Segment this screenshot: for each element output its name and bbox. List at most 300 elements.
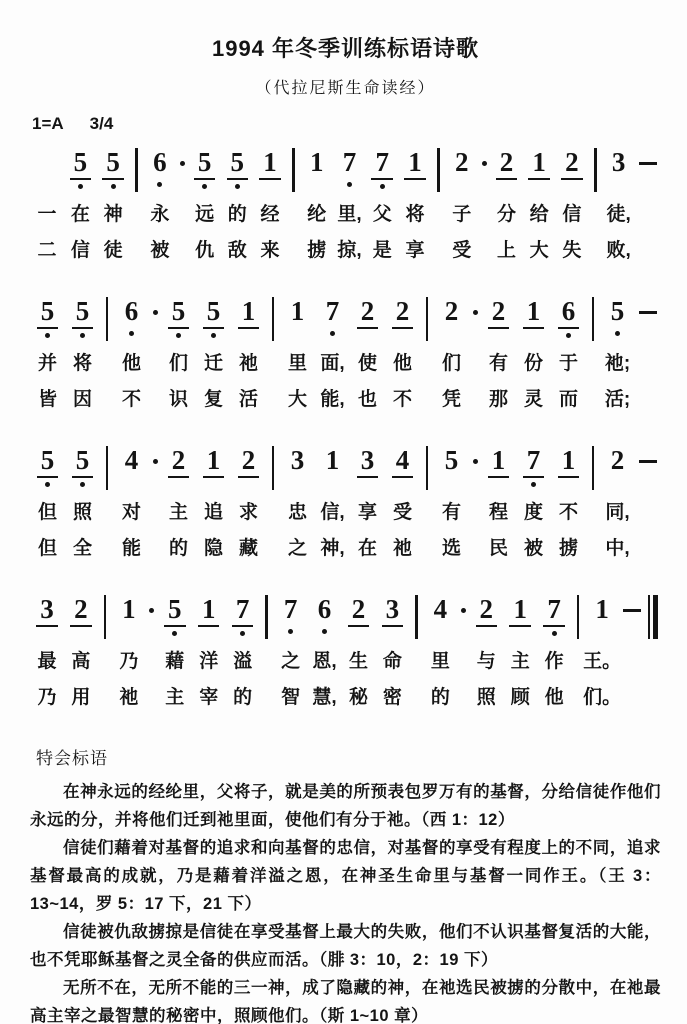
lyric-line2: 灵 <box>523 389 543 410</box>
barline <box>286 148 300 222</box>
note-digit: 6 <box>153 147 167 177</box>
note-digit: 1 <box>509 595 531 627</box>
lyric-line2: 活; <box>604 389 631 410</box>
notation-cell <box>37 446 59 496</box>
lyric-line2: 全 <box>72 538 92 559</box>
lyric-line2: 中, <box>605 538 630 559</box>
note <box>231 297 266 409</box>
dot <box>149 608 154 613</box>
lyric-line1: 与 <box>476 651 496 672</box>
note <box>385 446 420 558</box>
note-digit: 2 <box>496 148 518 180</box>
low-octave-dot <box>380 184 385 189</box>
barline <box>266 297 280 371</box>
low-octave-dot <box>80 482 85 487</box>
note <box>231 446 266 558</box>
lyric-line1: 们 <box>168 353 188 374</box>
note-digit: 2 <box>392 297 414 329</box>
note-digit: 2 <box>348 595 370 627</box>
note-digit: 2 <box>357 297 379 329</box>
score-system-3 <box>30 446 661 558</box>
note <box>65 446 100 558</box>
lyric-line1: 他 <box>121 353 141 374</box>
augmentation-dot <box>146 595 158 669</box>
slogan-paragraph-4: 无所不在，无所不能的三一神，成了隐藏的神，在祂选民被掳的分散中，在祂最高主宰之最智慧的秘密中，照顾他们。（斯 1~10 章） <box>30 979 661 1024</box>
lyric-line1: 并 <box>37 353 57 374</box>
notation-cell <box>36 595 58 645</box>
lyric-line2: 能 <box>121 538 141 559</box>
notation-cell <box>607 446 629 496</box>
notation-cell <box>322 297 344 347</box>
duration-dash <box>635 297 661 371</box>
duration-dash <box>635 446 661 520</box>
notation-cell <box>558 297 580 347</box>
lyric-line2: 掳 <box>307 240 327 261</box>
note <box>490 148 523 260</box>
lyric-line2: 皆 <box>37 389 57 410</box>
note <box>300 148 333 260</box>
note <box>188 148 221 260</box>
notation-cell <box>608 148 630 198</box>
lyric-line2: 掠, <box>337 240 362 261</box>
lyric-line2: 凭 <box>441 389 461 410</box>
lyric-line2: 智 <box>281 687 301 708</box>
lyric-line2: 不 <box>121 389 141 410</box>
notation-cell <box>287 297 309 347</box>
note-digit: 2 <box>488 297 510 329</box>
note <box>315 446 350 558</box>
low-octave-dot <box>531 482 536 487</box>
low-octave-dot <box>211 333 216 338</box>
barline <box>409 595 423 669</box>
slogans-heading: 特会标语 <box>36 749 108 768</box>
notation-cell <box>437 148 440 198</box>
lyric-line2: 慧, <box>312 687 337 708</box>
bar-line <box>106 446 109 490</box>
note <box>161 446 196 558</box>
barline <box>260 595 274 669</box>
bar-line <box>292 148 295 192</box>
notation-cell <box>577 595 580 645</box>
notation-cell <box>404 148 426 198</box>
note <box>274 595 308 707</box>
note-digit: 5 <box>194 148 216 180</box>
note-digit: 5 <box>102 148 124 180</box>
note-digit: 2 <box>70 595 92 627</box>
notation-cell <box>523 446 545 496</box>
notation-cell <box>528 148 550 198</box>
notation-cell <box>149 148 171 198</box>
dot <box>153 310 158 315</box>
low-octave-dot <box>330 331 335 336</box>
note-digit: 5 <box>37 446 59 478</box>
note <box>445 148 478 260</box>
lyric-line1: 最 <box>37 651 57 672</box>
note-digit: 6 <box>124 296 139 326</box>
lyric-line1: 有 <box>441 502 461 523</box>
notation-cell <box>639 297 657 347</box>
lyric-line2: 也 <box>357 389 377 410</box>
notation-cell <box>392 297 414 347</box>
duration-dash <box>619 595 645 669</box>
augmentation-dot <box>469 297 481 371</box>
bar-line <box>265 595 268 639</box>
lyric-line1: 洋 <box>199 651 219 672</box>
notation-cell <box>121 446 143 496</box>
lyric-line1: 同, <box>605 502 630 523</box>
lyric-line1: 徒, <box>606 204 631 225</box>
score <box>30 148 661 707</box>
note-digit: 1 <box>203 446 225 478</box>
slogans-section <box>30 744 661 1024</box>
lyric-line2: 被 <box>150 240 170 261</box>
dot <box>461 608 466 613</box>
low-octave-dot <box>129 331 134 336</box>
lyric-line2: 用 <box>71 687 91 708</box>
lyric-line2: 祂 <box>392 538 412 559</box>
notation-cell <box>482 148 487 198</box>
note <box>523 148 556 260</box>
barline <box>266 446 280 520</box>
notation-cell <box>70 595 92 645</box>
notation-cell <box>203 297 225 347</box>
note <box>308 595 342 707</box>
note <box>600 297 635 409</box>
lyric-line1: 恩, <box>312 651 337 672</box>
low-octave-dot <box>566 333 571 338</box>
note-digit: 2 <box>168 446 190 478</box>
notation-cell <box>594 148 597 198</box>
lyric-line2: 宰 <box>199 687 219 708</box>
notation-cell <box>476 595 498 645</box>
duration-dash <box>635 148 661 222</box>
notation-cell <box>639 446 657 496</box>
note <box>583 594 622 708</box>
note <box>333 148 366 260</box>
note <box>30 595 64 707</box>
slogans-paragraphs <box>30 778 661 1024</box>
dash <box>623 609 641 612</box>
lyric-line1: 受 <box>392 502 412 523</box>
lyric-line2: 之 <box>287 538 307 559</box>
lyric-line1: 里 <box>287 353 307 374</box>
augmentation-dot <box>469 446 481 520</box>
notation-cell <box>292 148 295 198</box>
note <box>112 595 146 707</box>
low-octave-dot <box>78 184 83 189</box>
slogan-paragraph-3: 信徒被仇敌掳掠是信徒在享受基督上最大的失败，他们不认识基督复活的大能，也不凭耶稣基督之灵全备的供应而活。（腓 3：10，2：19 下） <box>30 923 661 969</box>
note-digit: 1 <box>122 594 136 624</box>
note-digit: 5 <box>203 297 225 329</box>
lyric-line2: 掳 <box>558 538 578 559</box>
double-bar <box>648 595 658 639</box>
dash <box>639 460 657 463</box>
notation-cell <box>496 148 518 198</box>
notation-cell <box>382 595 404 645</box>
lyric-line2: 乃 <box>37 687 57 708</box>
notation-cell <box>639 148 657 198</box>
barline <box>129 148 143 222</box>
lyric-line1: 使 <box>357 353 377 374</box>
barline <box>420 297 434 371</box>
lyric-line2: 们。 <box>583 687 622 708</box>
lyric-line1: 将 <box>405 204 425 225</box>
lyric-line1: 经 <box>260 204 280 225</box>
notation-cell <box>272 297 275 347</box>
note <box>114 297 149 409</box>
lyric-line2: 被 <box>523 538 543 559</box>
notation-cell <box>592 297 595 347</box>
lyric-line2: 神, <box>320 538 345 559</box>
low-octave-dot <box>111 184 116 189</box>
lyric-line1: 求 <box>238 502 258 523</box>
lyric-line2: 败, <box>606 240 631 261</box>
notation-cell <box>441 297 463 347</box>
lyric-line1: 们 <box>441 353 461 374</box>
low-octave-dot <box>552 631 557 636</box>
notation-cell <box>106 297 109 347</box>
note <box>350 446 385 558</box>
barline <box>100 297 114 371</box>
note <box>600 446 635 558</box>
notation-cell <box>168 446 190 496</box>
notation-cell <box>607 297 629 347</box>
note <box>375 595 409 707</box>
lyric-line1: 生 <box>348 651 368 672</box>
notation-cell <box>194 148 216 198</box>
note <box>385 297 420 409</box>
barline <box>586 297 600 371</box>
notation-cell <box>371 148 393 198</box>
notation-cell <box>203 446 225 496</box>
lyric-line1: 有 <box>488 353 508 374</box>
lyric-line2: 但 <box>37 538 57 559</box>
note-digit: 7 <box>325 296 340 326</box>
note <box>64 595 98 707</box>
note-digit: 7 <box>523 446 545 478</box>
note-digit: 2 <box>444 296 459 326</box>
augmentation-dot <box>149 446 161 520</box>
note-digit: 2 <box>238 446 260 478</box>
page-title: 1994 年冬季训练标语诗歌 <box>211 36 480 61</box>
score-system-2 <box>30 297 661 409</box>
time-signature: 3/4 <box>89 114 114 133</box>
low-octave-dot <box>172 631 177 636</box>
bar-line <box>577 595 580 639</box>
notation-cell <box>591 595 613 645</box>
low-octave-dot <box>235 184 240 189</box>
notation-cell <box>121 297 143 347</box>
notation-cell <box>509 595 531 645</box>
lyric-line1: 但 <box>37 502 57 523</box>
note <box>196 446 231 558</box>
verse-numbers <box>30 148 64 260</box>
note-digit: 7 <box>232 595 254 627</box>
note <box>481 297 516 409</box>
notation-cell <box>430 595 452 645</box>
bar-line <box>594 148 597 192</box>
note-digit: 1 <box>290 296 305 326</box>
lyric-line1: 照 <box>72 502 92 523</box>
notation-cell <box>488 446 510 496</box>
slogan-paragraph-2: 信徒们藉着对基督的追求和向基督的忠信，对基督的享受有程度上的不同，追求基督最高的成就，乃是藉着洋溢之恩，在神圣生命里与基督一同作王。（王 3：13~14，罗 5：17 下，21 下） <box>30 839 661 913</box>
lyric-line1: 于 <box>558 353 578 374</box>
low-octave-dot <box>347 182 352 187</box>
slogan-paragraph-1: 在神永远的经纶里，父将子，就是美的所预表包罗万有的基督，分给信徒作他们永远的分，并将他们迁到祂里面，使他们有分于祂。（西 1：12） <box>30 783 661 829</box>
low-octave-dot <box>80 333 85 338</box>
lyric-line2: 复 <box>203 389 223 410</box>
notation-cell <box>118 595 140 645</box>
notation-cell <box>543 595 565 645</box>
notation-cell <box>272 446 275 496</box>
lyric-line2: 密 <box>382 687 402 708</box>
low-octave-dot <box>288 629 293 634</box>
note <box>254 148 287 260</box>
barline <box>588 148 602 222</box>
lyric-line2: 不 <box>392 389 412 410</box>
lyric-line2: 大 <box>529 240 549 261</box>
note <box>30 297 65 409</box>
lyric-line2: 藏 <box>238 538 258 559</box>
lyric-line1: 主 <box>510 651 530 672</box>
note <box>221 148 254 260</box>
barline <box>420 446 434 520</box>
note-digit: 5 <box>164 595 186 627</box>
note <box>143 148 176 260</box>
bar-line <box>426 297 429 341</box>
note <box>196 297 231 409</box>
dot <box>473 459 478 464</box>
notation-cell <box>426 446 429 496</box>
note <box>315 297 350 409</box>
note-digit: 4 <box>433 594 448 624</box>
note-digit: 4 <box>124 445 139 475</box>
note-digit: 5 <box>70 148 92 180</box>
notation-cell <box>104 595 107 645</box>
notation-cell <box>592 446 595 496</box>
notation-cell <box>168 297 190 347</box>
lyric-line1: 对 <box>121 502 141 523</box>
note-digit: 3 <box>382 595 404 627</box>
low-octave-dot <box>615 331 620 336</box>
lyric-line1: 忠 <box>287 502 307 523</box>
notation-cell <box>72 297 94 347</box>
lyric-line1: 作 <box>544 651 564 672</box>
lyric-line2: 受 <box>452 240 472 261</box>
bar-line <box>106 297 109 341</box>
notation-cell <box>623 595 641 645</box>
notation-cell <box>70 148 92 198</box>
lyric-line2: 祂 <box>119 687 139 708</box>
note-digit: 5 <box>72 446 94 478</box>
lyric-line1: 度 <box>523 502 543 523</box>
note-digit: 4 <box>392 446 414 478</box>
note <box>469 595 503 707</box>
bar-line <box>437 148 440 192</box>
notation-cell <box>314 595 336 645</box>
augmentation-dot <box>149 297 161 371</box>
lyric-line1: 祂; <box>604 353 631 374</box>
note-digit: 5 <box>168 297 190 329</box>
note <box>423 595 457 707</box>
note <box>551 446 586 558</box>
lyric-line1: 面, <box>320 353 345 374</box>
dot <box>153 459 158 464</box>
bar-line <box>135 148 138 192</box>
note <box>114 446 149 558</box>
notation-cell <box>102 148 124 198</box>
lyric-line2: 秘 <box>348 687 368 708</box>
note <box>161 297 196 409</box>
note-digit: 7 <box>283 594 298 624</box>
note-digit: 1 <box>259 148 281 180</box>
lyric-line2: 那 <box>488 389 508 410</box>
lyric-line2: 活 <box>238 389 258 410</box>
lyric-line2: 是 <box>372 240 392 261</box>
notation-cell <box>461 595 466 645</box>
lyric-line1: 王。 <box>583 651 622 672</box>
note <box>342 595 376 707</box>
notation-cell <box>473 446 478 496</box>
notation-cell <box>37 297 59 347</box>
augmentation-dot <box>457 595 469 669</box>
lyric-line1: 乃 <box>119 651 139 672</box>
note <box>97 148 130 260</box>
note-digit: 5 <box>444 445 459 475</box>
note-digit: 5 <box>610 296 625 326</box>
note-digit: 7 <box>342 147 357 177</box>
note <box>556 148 589 260</box>
note-digit: 1 <box>198 595 220 627</box>
lyric-line1: 命 <box>382 651 402 672</box>
note-digit: 2 <box>476 595 498 627</box>
lyric-line2: 在 <box>357 538 377 559</box>
lyric-line1: 主 <box>168 502 188 523</box>
note <box>481 446 516 558</box>
lyric-line1: 将 <box>72 353 92 374</box>
note-digit: 5 <box>37 297 59 329</box>
note-digit: 1 <box>528 148 550 180</box>
notation-cell <box>426 297 429 347</box>
bar-line <box>592 297 595 341</box>
lyric-line2: 照 <box>476 687 496 708</box>
note-digit: 3 <box>611 147 626 177</box>
lyric-line1: 追 <box>203 502 223 523</box>
note <box>551 297 586 409</box>
lyric-line1: 父 <box>372 204 392 225</box>
notation-cell <box>259 148 281 198</box>
note-digit: 1 <box>238 297 260 329</box>
dot <box>482 161 487 166</box>
bar-line <box>104 595 107 639</box>
notation-cell <box>488 297 510 347</box>
note <box>64 148 97 260</box>
lyric-line2: 能, <box>320 389 345 410</box>
note-digit: 3 <box>357 446 379 478</box>
notation-cell <box>348 595 370 645</box>
score-system-4 <box>30 595 661 707</box>
lyric-line2: 信 <box>70 240 90 261</box>
lyric-line1: 藉 <box>165 651 185 672</box>
note-digit: 7 <box>371 148 393 180</box>
note <box>516 297 551 409</box>
note <box>503 595 537 707</box>
bar-line <box>415 595 418 639</box>
lyric-line1: 分 <box>496 204 516 225</box>
note-digit: 5 <box>72 297 94 329</box>
note-digit: 1 <box>404 148 426 180</box>
lyric-line2: 敌 <box>227 240 247 261</box>
